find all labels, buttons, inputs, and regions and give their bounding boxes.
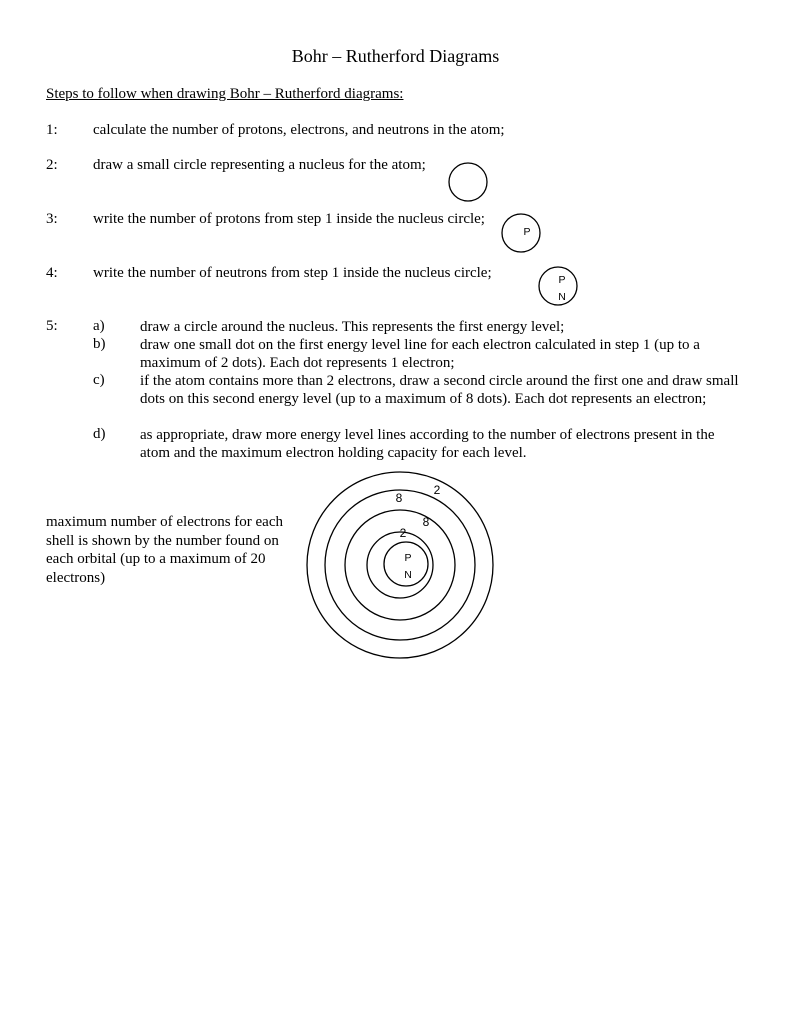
- step-4-neutron-label: N: [558, 291, 566, 303]
- substep-c-letter: c): [93, 372, 105, 388]
- step-4-proton-label: P: [558, 274, 566, 286]
- step-3-number: 3:: [46, 211, 58, 227]
- steps-heading: Steps to follow when drawing Bohr – Rutherford diagrams:: [46, 86, 404, 102]
- step-2-text: draw a small circle representing a nucleus for the atom;: [93, 157, 426, 173]
- shell-3-capacity-label: 8: [395, 491, 403, 505]
- shell-1-capacity-label: 2: [399, 526, 407, 540]
- step-4-number: 4:: [46, 265, 58, 281]
- shell-2-capacity-label: 8: [422, 515, 430, 529]
- substep-b-text: draw one small dot on the first energy level line for each electron calculated in step 1 (up to a maximum of 2 dots). Each dot represents 1 electron;: [140, 337, 700, 371]
- page-title: Bohr – Rutherford Diagrams: [291, 46, 500, 66]
- step-4-text: write the number of neutrons from step 1 inside the nucleus circle;: [93, 265, 492, 281]
- nucleus-neutron-label: N: [404, 569, 412, 581]
- shell-4-capacity-label: 2: [433, 483, 441, 497]
- shell-capacity-note: maximum number of electrons for each shell is shown by the number found on each orbital (up to a maximum of 20 electrons): [46, 514, 283, 586]
- shell-3-circle: [325, 490, 475, 640]
- nucleus-proton-label: P: [404, 552, 412, 564]
- substep-c-text: if the atom contains more than 2 electrons, draw a second circle around the first one and draw small dots on this second energy level (up to a maximum of 8 dots). Each dot represents an electron;: [140, 373, 739, 407]
- step-3-proton-label: P: [523, 226, 531, 238]
- nucleus-circle-step-2: [449, 163, 487, 201]
- bohr-model-diagram: [307, 472, 493, 658]
- substep-d-letter: d): [93, 426, 106, 442]
- step-1-text: calculate the number of protons, electrons, and neutrons in the atom;: [93, 122, 505, 138]
- step-1-number: 1:: [46, 122, 58, 138]
- substep-d-text: as appropriate, draw more energy level lines according to the number of electrons present in the atom and the maximum electron holding capacity for each level.: [140, 427, 715, 461]
- step-2-number: 2:: [46, 157, 58, 173]
- nucleus-circle-step-3: [502, 214, 540, 252]
- substep-a-text: draw a circle around the nucleus. This represents the first energy level;: [140, 319, 565, 335]
- step-5-number: 5:: [46, 318, 58, 334]
- substep-b-letter: b): [93, 336, 106, 352]
- shell-1-circle: [367, 532, 433, 598]
- substep-a-letter: a): [93, 318, 105, 334]
- step-3-text: write the number of protons from step 1 inside the nucleus circle;: [93, 211, 485, 227]
